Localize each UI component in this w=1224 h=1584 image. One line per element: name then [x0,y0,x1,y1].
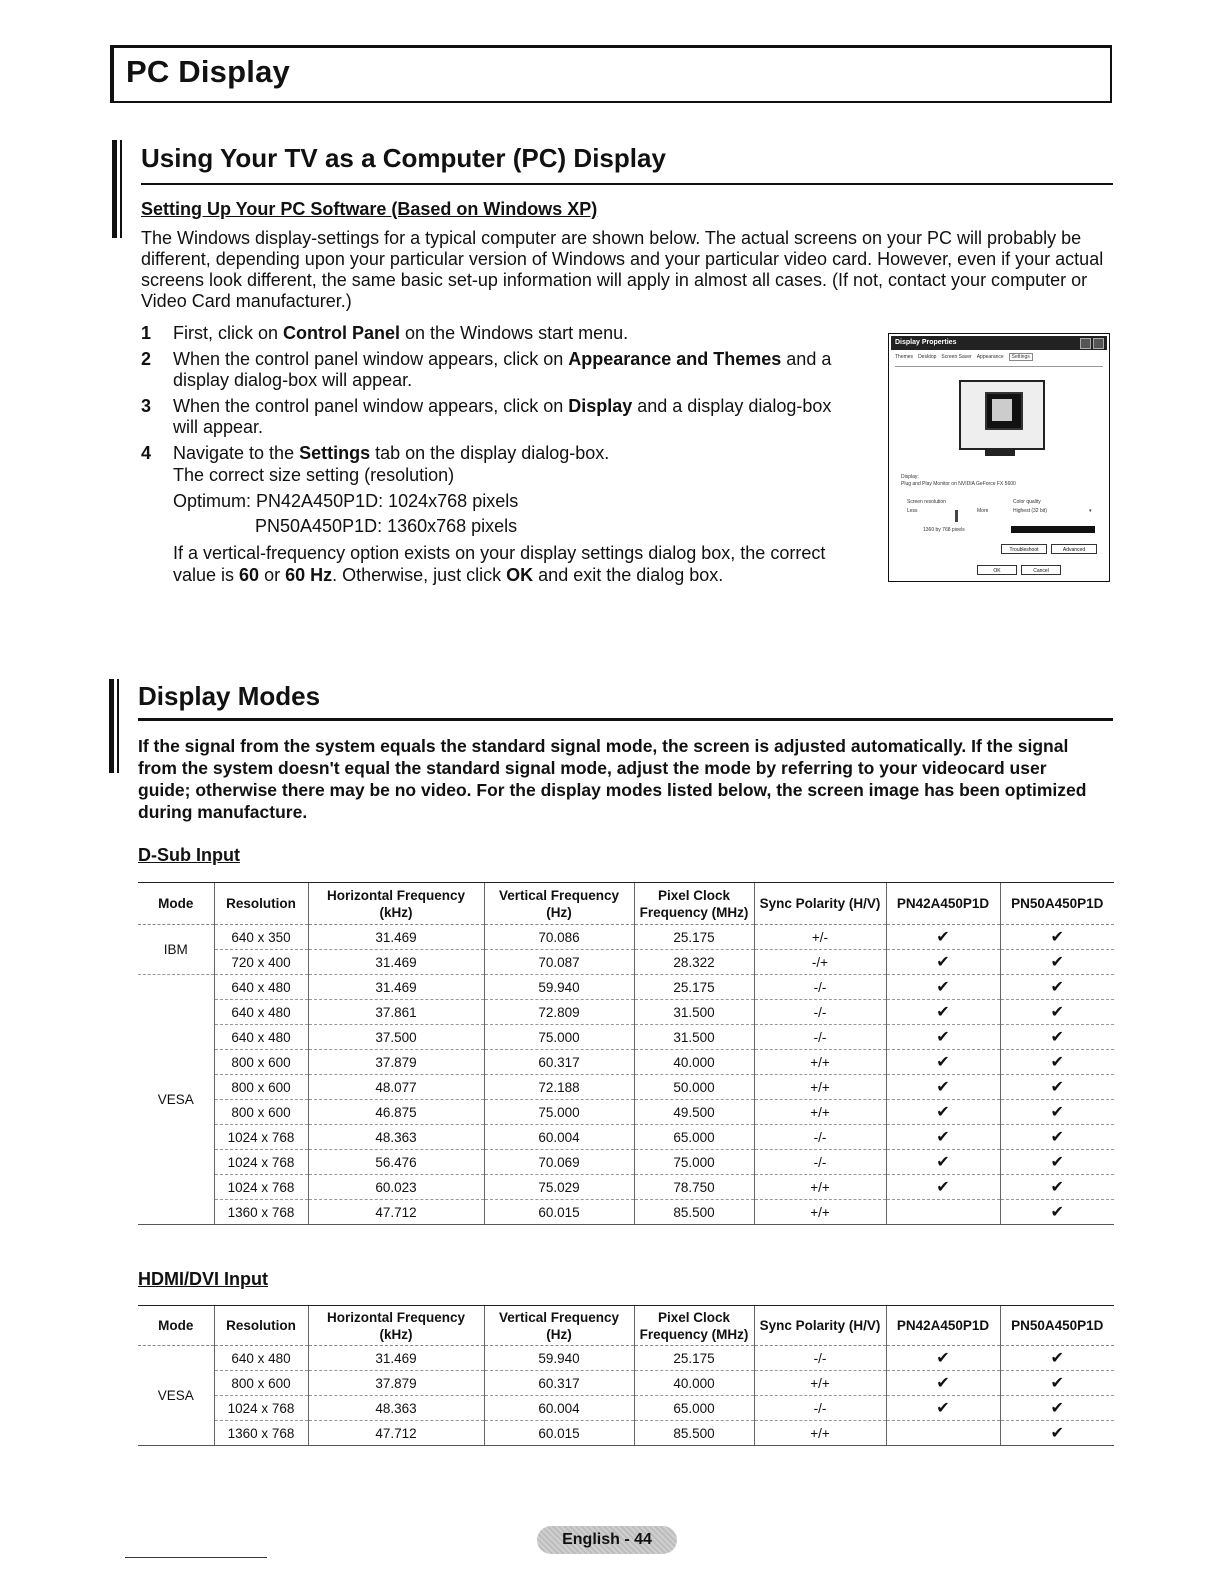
optimum-label: Optimum: [173,491,252,511]
color-bar [1011,526,1095,533]
optimum-value: PN42A450P1D: 1024x768 pixels [256,491,519,511]
section-bar [109,679,114,773]
sync-cell: +/+ [754,1371,886,1396]
table-row [138,1150,1114,1175]
freq-bold: 60 Hz [285,565,333,585]
header-pixel-clock [634,883,754,925]
pn50-support-cell [1000,1125,1114,1150]
vfreq-cell: 75.000 [484,1025,634,1050]
pn42-support-cell [886,975,1000,1000]
vfreq-cell: 59.940 [484,1346,634,1371]
intro-line: The Windows display-settings for a typical computer are shown below. The actual screens on your PC will probably be [141,228,1082,248]
pn50-support-cell [1000,1396,1114,1421]
table-row [138,1346,1114,1371]
optimum-line-2: PN50A450P1D: 1360x768 pixels [255,516,518,536]
resolution-cell: 800 x 600 [214,1075,308,1100]
header-mode: Mode [138,883,214,925]
check-icon: ✔ [936,1054,950,1071]
section-bar [112,140,117,238]
intro-line: different, depending upon your particular version of Windows and your particular video card. However, even if your actual [141,249,1104,269]
resolution-cell: 1360 x 768 [214,1200,308,1225]
pixel-clock-cell: 25.175 [634,1346,754,1371]
check-icon: ✔ [936,1350,950,1367]
table-row [138,1025,1114,1050]
sync-cell: +/- [754,925,886,950]
check-icon: ✔ [1050,1350,1064,1367]
pn42-support-cell [886,1421,1000,1446]
check-icon: ✔ [936,979,950,996]
pixel-clock-cell: 25.175 [634,925,754,950]
table-row [138,975,1114,1000]
vfreq-cell: 75.000 [484,1100,634,1125]
sync-cell: +/+ [754,1075,886,1100]
vfreq-cell: 60.317 [484,1050,634,1075]
check-icon: ✔ [1050,979,1064,996]
section-rule [138,718,1113,721]
step-text: and a display dialog-box will appear. [173,396,832,437]
pn42-support-cell [886,1050,1000,1075]
intro-line: guide; otherwise there may be no video. For the display modes listed below, the screen image has been optimized [138,780,1087,800]
screenshot-title: Display Properties [895,339,957,346]
freq-text: and exit the dialog box. [533,565,724,585]
step-item [141,443,841,464]
step-text: tab on the display dialog-box. [370,443,610,463]
hfreq-cell: 47.712 [308,1200,484,1225]
check-icon: ✔ [936,1179,950,1196]
tab-screen-saver: Screen Saver [941,354,972,360]
sync-cell: -/- [754,1000,886,1025]
pn50-support-cell [1000,1421,1114,1446]
vfreq-cell: 60.015 [484,1200,634,1225]
intro-line: from the system doesn't equal the standard signal mode, adjust the mode by referring to your videocard user [138,758,1047,778]
subsection-title-software: Setting Up Your PC Software (Based on Windows XP) [141,199,598,219]
pn50-support-cell [1000,925,1114,950]
check-icon: ✔ [936,1154,950,1171]
pn42-support-cell [886,1396,1000,1421]
pn50-support-cell [1000,1200,1114,1225]
monitor-window [992,399,1012,421]
header-hfreq: Horizontal Frequency (kHz) [308,883,484,925]
close-icon [1093,338,1104,349]
table-header-row [138,883,1114,925]
step-text: First, click on [173,323,284,343]
ok-button: OK [977,565,1017,575]
hfreq-cell: 37.879 [308,1371,484,1396]
hfreq-cell: 48.363 [308,1396,484,1421]
hfreq-cell: 31.469 [308,950,484,975]
hfreq-cell: 47.712 [308,1421,484,1446]
troubleshoot-button: Troubleshoot [1001,544,1047,554]
pixel-clock-cell: 28.322 [634,950,754,975]
hfreq-cell: 31.469 [308,925,484,950]
step-number: 3 [141,396,152,416]
sync-cell: -/- [754,1025,886,1050]
chevron-down-icon: ▾ [1089,508,1092,514]
pixel-clock-cell: 49.500 [634,1100,754,1125]
hfreq-cell: 37.861 [308,1000,484,1025]
intro-line: Video Card manufacturer.) [141,291,352,311]
header-pn42: PN42A450P1D [886,883,1000,925]
sync-cell: +/+ [754,1175,886,1200]
hfreq-cell: 31.469 [308,1346,484,1371]
step-number: 1 [141,323,152,343]
pn50-support-cell [1000,950,1114,975]
freq-bold: 60 [239,565,260,585]
sync-cell: +/+ [754,1100,886,1125]
sync-cell: +/+ [754,1421,886,1446]
check-icon: ✔ [1050,1179,1064,1196]
table-row [138,950,1114,975]
sync-cell: -/- [754,1346,886,1371]
header-pn50: PN50A450P1D [1000,883,1114,925]
check-icon: ✔ [1050,954,1064,971]
resolution-cell: 800 x 600 [214,1100,308,1125]
step-bold: Appearance and Themes [568,349,782,369]
intro-line: If the signal from the system equals the standard signal mode, the screen is adjusted automatically. If the signal [138,736,1069,756]
resolution-cell: 800 x 600 [214,1371,308,1396]
vfreq-cell: 72.188 [484,1075,634,1100]
resolution-cell: 1024 x 768 [214,1396,308,1421]
freq-text: . Otherwise, just click [332,565,507,585]
table-row [138,1125,1114,1150]
check-icon: ✔ [1050,1054,1064,1071]
pixel-clock-cell: 75.000 [634,1150,754,1175]
pn50-support-cell [1000,1075,1114,1100]
table-row [138,1421,1114,1446]
section-title-display-modes: Display Modes [138,681,321,711]
check-icon: ✔ [1050,1400,1064,1417]
dsub-input-title: D-Sub Input [138,845,240,865]
resolution-cell: 640 x 480 [214,1025,308,1050]
pn42-support-cell [886,1175,1000,1200]
frequency-text: If a vertical-frequency option exists on your display settings dialog box, the correct [173,543,826,563]
monitor-icon [959,380,1045,450]
section-title-pc-display: Using Your TV as a Computer (PC) Display [141,143,666,173]
check-icon: ✔ [1050,929,1064,946]
pn50-support-cell [1000,975,1114,1000]
pn50-support-cell [1000,1346,1114,1371]
check-icon: ✔ [936,1029,950,1046]
hdmi-table-wrap [138,1305,1114,1446]
section-rule [141,183,1113,185]
tab-appearance: Appearance [976,354,1004,360]
pn50-support-cell [1000,1175,1114,1200]
mode-cell: IBM [138,925,214,975]
page-number-badge: English - 44 [537,1526,677,1554]
step-text: on the Windows start menu. [400,323,629,343]
hfreq-cell: 37.879 [308,1050,484,1075]
table-row [138,1200,1114,1225]
pixel-clock-cell: 31.500 [634,1000,754,1025]
sync-cell: -/- [754,975,886,1000]
hfreq-cell: 48.363 [308,1125,484,1150]
check-icon: ✔ [1050,1079,1064,1096]
check-icon: ✔ [1050,1204,1064,1221]
title-bar-accent [110,45,114,103]
check-icon: ✔ [1050,1104,1064,1121]
resolution-label: The correct size setting (resolution) [173,465,455,485]
pn42-support-cell [886,925,1000,950]
pn42-support-cell [886,1000,1000,1025]
screenshot-window-buttons [1080,338,1104,349]
vfreq-cell: 72.809 [484,1000,634,1025]
check-icon: ✔ [936,1079,950,1096]
header-resolution: Resolution [214,883,308,925]
check-icon: ✔ [1050,1004,1064,1021]
table-row [138,1396,1114,1421]
optimum-line-1 [173,489,841,514]
step-item [141,396,841,438]
check-icon: ✔ [936,1129,950,1146]
advanced-button: Advanced [1051,544,1097,554]
header-pixel-line: Frequency (MHz) [639,904,749,920]
step-bold: Control Panel [283,323,401,343]
resolution-cell: 1024 x 768 [214,1175,308,1200]
pn50-support-cell [1000,1100,1114,1125]
check-icon: ✔ [936,1104,950,1121]
vfreq-cell: 59.940 [484,975,634,1000]
display-modes-intro [138,735,1118,823]
steps-list [141,323,841,586]
more-label: More [977,508,989,514]
help-icon [1080,338,1091,349]
screenshot-tabs [895,354,1103,367]
color-quality-label: Color quality [1013,499,1041,505]
sync-cell: -/- [754,1150,886,1175]
resolution-cell: 640 x 480 [214,975,308,1000]
header-pixel-clock [634,1306,754,1346]
sync-cell: -/- [754,1125,886,1150]
dsub-table [138,882,1114,1225]
pn42-support-cell [886,1200,1000,1225]
hfreq-cell: 46.875 [308,1100,484,1125]
header-pixel-line: Pixel Clock [657,1309,731,1325]
pn42-support-cell [886,1346,1000,1371]
footer-line [125,1557,267,1558]
page-title-box [110,45,1112,103]
table-row [138,1100,1114,1125]
intro-line: during manufacture. [138,802,308,822]
check-icon: ✔ [936,1004,950,1021]
pn42-support-cell [886,1075,1000,1100]
check-icon: ✔ [936,929,950,946]
tab-themes: Themes [895,354,914,360]
resolution-cell: 640 x 480 [214,1000,308,1025]
pn42-support-cell [886,950,1000,975]
vfreq-cell: 60.317 [484,1371,634,1396]
header-pixel-line: Pixel Clock [657,887,731,903]
header-vfreq: Vertical Frequency (Hz) [484,1306,634,1346]
pixel-clock-cell: 50.000 [634,1075,754,1100]
dsub-table-wrap [138,882,1114,1225]
section-bar-thin [117,679,119,773]
display-value: Plug and Play Monitor on NVIDIA GeForce FX 5600 [901,481,1016,487]
monitor-screen [985,392,1023,430]
pixel-clock-cell: 25.175 [634,975,754,1000]
vfreq-cell: 75.029 [484,1175,634,1200]
hdmi-input-title: HDMI/DVI Input [138,1269,268,1289]
resolution-slider-thumb [955,510,958,522]
step-text: When the control panel window appears, click on [173,396,569,416]
step-item [141,349,841,391]
header-sync: Sync Polarity (H/V) [754,883,886,925]
check-icon: ✔ [936,1375,950,1392]
screenshot-titlebar [891,336,1107,350]
resolution-cell: 640 x 480 [214,1346,308,1371]
check-icon: ✔ [936,1400,950,1417]
pn42-support-cell [886,1371,1000,1396]
step-text: Navigate to the [173,443,300,463]
resolution-cell: 1024 x 768 [214,1125,308,1150]
header-hfreq: Horizontal Frequency (kHz) [308,1306,484,1346]
check-icon: ✔ [1050,1425,1064,1442]
table-row [138,1000,1114,1025]
resolution-cell: 720 x 400 [214,950,308,975]
step-number: 2 [141,349,152,369]
vfreq-cell: 70.086 [484,925,634,950]
header-resolution: Resolution [214,1306,308,1346]
pn50-support-cell [1000,1000,1114,1025]
pixel-clock-cell: 65.000 [634,1396,754,1421]
vfreq-cell: 60.004 [484,1396,634,1421]
resolution-cell: 800 x 600 [214,1050,308,1075]
header-pn50: PN50A450P1D [1000,1306,1114,1346]
pixel-clock-cell: 31.500 [634,1025,754,1050]
table-row [138,1075,1114,1100]
step-text: When the control panel window appears, click on [173,349,569,369]
step-bold: Settings [299,443,371,463]
hfreq-cell: 48.077 [308,1075,484,1100]
vfreq-cell: 70.087 [484,950,634,975]
resolution-cell: 1024 x 768 [214,1150,308,1175]
header-pn42: PN42A450P1D [886,1306,1000,1346]
pn50-support-cell [1000,1150,1114,1175]
freq-text: or [259,565,286,585]
section-bar-thin [120,140,122,238]
pixel-clock-cell: 78.750 [634,1175,754,1200]
table-header-row [138,1306,1114,1346]
cancel-button: Cancel [1021,565,1061,575]
step-text: and a display dialog-box will appear. [173,349,832,390]
frequency-text-2 [173,564,841,586]
pn42-support-cell [886,1025,1000,1050]
table-row [138,1371,1114,1396]
step-item [141,323,841,344]
sync-cell: -/+ [754,950,886,975]
pixel-clock-cell: 65.000 [634,1125,754,1150]
hfreq-cell: 37.500 [308,1025,484,1050]
freq-bold: OK [506,565,534,585]
sync-cell: +/+ [754,1200,886,1225]
pn42-support-cell [886,1150,1000,1175]
check-icon: ✔ [1050,1375,1064,1392]
table-row [138,925,1114,950]
tab-desktop: Desktop [918,354,937,360]
table-row [138,1175,1114,1200]
intro-line: screens look different, the same basic set-up information will apply in almost all cases. (If not, contact your computer or [141,270,1088,290]
check-icon: ✔ [1050,1129,1064,1146]
pn50-support-cell [1000,1371,1114,1396]
sync-cell: +/+ [754,1050,886,1075]
display-label: Display: [901,474,919,480]
page-title: PC Display [126,54,290,89]
sync-cell: -/- [754,1396,886,1421]
intro-paragraph [141,228,1116,312]
monitor-base [985,450,1015,456]
pn42-support-cell [886,1100,1000,1125]
header-vfreq: Vertical Frequency (Hz) [484,883,634,925]
header-mode: Mode [138,1306,214,1346]
pn42-support-cell [886,1125,1000,1150]
hdmi-table [138,1305,1114,1446]
table-row [138,1050,1114,1075]
less-label: Less [907,508,918,514]
tab-settings: Settings [1009,353,1033,361]
hfreq-cell: 56.476 [308,1150,484,1175]
pixel-clock-cell: 85.500 [634,1421,754,1446]
pixel-clock-cell: 85.500 [634,1200,754,1225]
pixel-clock-cell: 40.000 [634,1371,754,1396]
check-icon: ✔ [1050,1154,1064,1171]
freq-text: value is [173,565,240,585]
vfreq-cell: 60.015 [484,1421,634,1446]
mode-cell: VESA [138,975,214,1225]
check-icon: ✔ [936,954,950,971]
check-icon: ✔ [1050,1029,1064,1046]
header-sync: Sync Polarity (H/V) [754,1306,886,1346]
hfreq-cell: 31.469 [308,975,484,1000]
pn50-support-cell [1000,1025,1114,1050]
display-properties-screenshot [888,333,1110,582]
pn50-support-cell [1000,1050,1114,1075]
step-bold: Display [568,396,633,416]
resolution-cell: 1360 x 768 [214,1421,308,1446]
resolution-value: 1360 by 768 pixels [923,527,965,533]
header-pixel-line: Frequency (MHz) [639,1326,749,1342]
pixel-clock-cell: 40.000 [634,1050,754,1075]
step-number: 4 [141,443,152,463]
screen-resolution-label: Screen resolution [907,499,946,505]
vfreq-cell: 70.069 [484,1150,634,1175]
hfreq-cell: 60.023 [308,1175,484,1200]
color-quality-value: Highest (32 bit) [1013,508,1047,514]
vfreq-cell: 60.004 [484,1125,634,1150]
resolution-cell: 640 x 350 [214,925,308,950]
mode-cell: VESA [138,1346,214,1446]
